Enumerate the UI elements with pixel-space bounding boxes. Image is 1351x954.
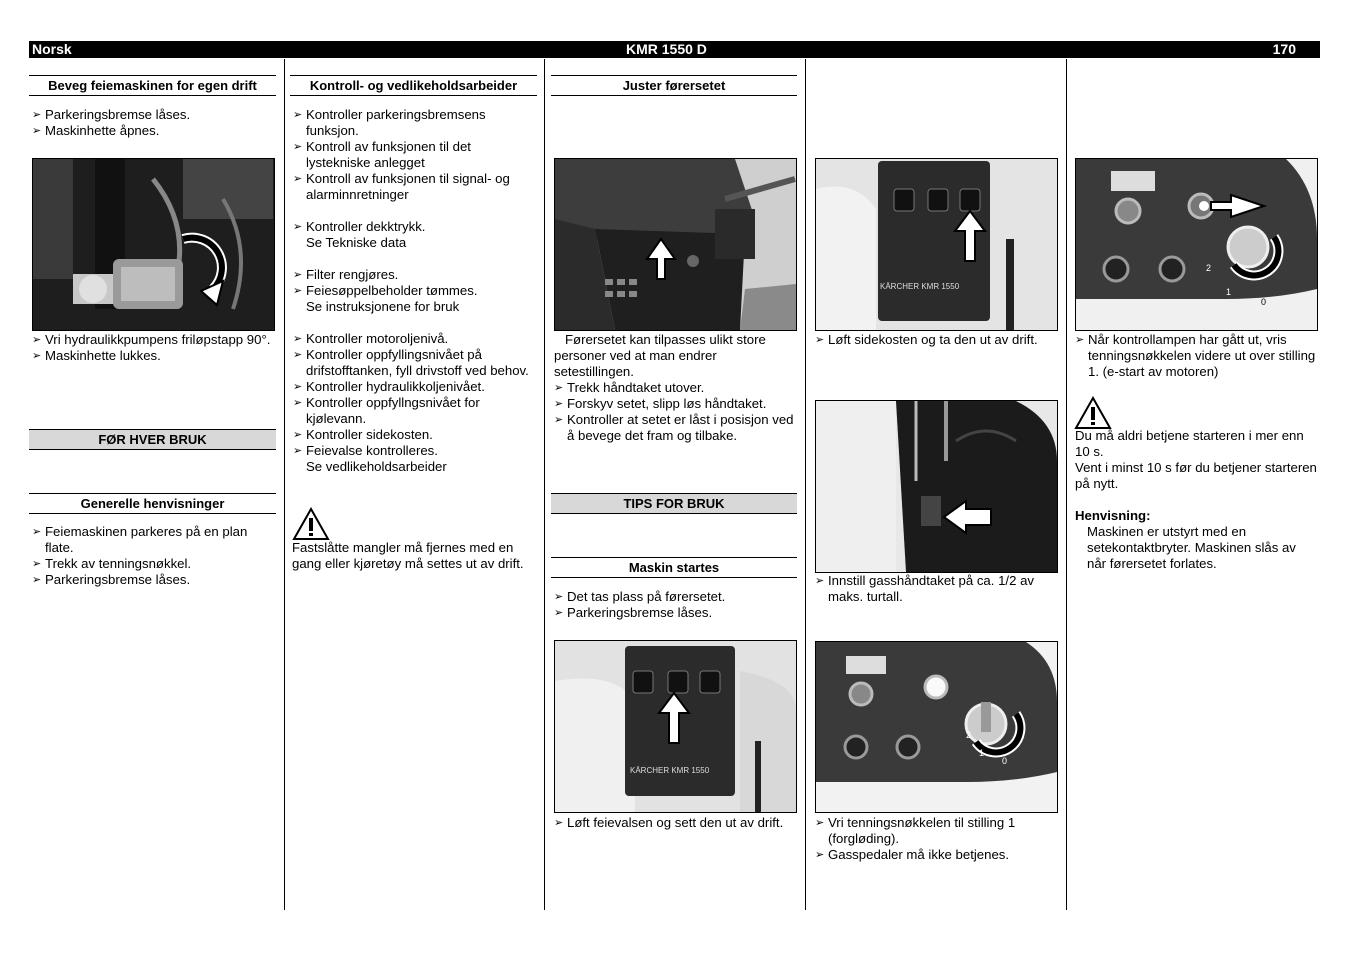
header-model: KMR 1550 D (626, 41, 707, 57)
list-item: ➢ Vri tenningsnøkkelen til stilling 1 (forgløding). (815, 815, 1016, 846)
panel-brand-label: KÄRCHER KMR 1550 (630, 766, 710, 775)
list-maintenance (293, 107, 538, 475)
list-item: ➢ Kontroll av funksjonen til signal- og alarminnretninger (293, 171, 510, 202)
list-item: ➢ Maskinhette lukkes. (32, 348, 161, 363)
photo-switch-panel-sidebrush (815, 158, 1058, 331)
key-position-2-label: 2 (966, 730, 972, 740)
list-general (32, 524, 276, 588)
section-tips-for-use: TIPS FOR BRUK (551, 493, 797, 514)
list-item: ➢ Innstill gasshåndtaket på ca. 1/2 av maks. turtall. (815, 573, 1035, 604)
list-item: ➢ Det tas plass på førersetet. (554, 589, 726, 604)
list-item: ➢ Feiesøppelbeholder tømmes. Se instruksjonene for bruk (293, 283, 478, 314)
section-before-each-use: FØR HVER BRUK (29, 429, 276, 450)
column-divider (1066, 59, 1067, 910)
list-item: ➢ Feiemaskinen parkeres på en plan flate. (32, 524, 248, 555)
column-divider (284, 59, 285, 910)
note-title: Henvisning: (1075, 508, 1151, 523)
list-prepare-move (32, 107, 276, 139)
list-start (554, 589, 797, 621)
warning-text: Fastslåtte mangler må fjernes med en gang eller kjøretøy må settes ut av drift. (292, 540, 524, 571)
list-item: ➢ Feievalse kontrolleres. Se vedlikeholdsarbeider (293, 443, 447, 474)
list-item: ➢ Trekk håndtaket utover. (554, 380, 705, 395)
list-start-engine (1075, 332, 1318, 380)
key-position-1-label: 1 (979, 748, 985, 758)
list-item: ➢ Kontroll av funksjonen til det lystekniske anlegget (293, 139, 471, 170)
photo-hydraulic-pump (32, 158, 275, 331)
seat-intro-text: Førersetet kan tilpasses ulikt store personer ved at man endrer setestillingen. (554, 332, 766, 379)
list-hydraulic (32, 332, 276, 364)
list-item: ➢ Maskinhette åpnes. (32, 123, 160, 138)
list-sidebrush (815, 332, 1058, 348)
list-item: ➢ Kontroller parkeringsbremsens funksjon. (293, 107, 486, 138)
list-item: ➢ Kontroller oppfyllngsnivået for kjølevann. (293, 395, 480, 426)
list-item: ➢ Parkeringsbremse låses. (32, 107, 191, 122)
list-item: ➢ Løft sidekosten og ta den ut av drift. (815, 332, 1038, 347)
list-item: ➢ Kontroller hydraulikkoljenivået. (293, 379, 485, 394)
list-item: ➢ Parkeringsbremse låses. (32, 572, 191, 587)
list-item: ➢ Kontroller motoroljenivå. (293, 331, 449, 346)
starter-warning-text-1: Du må aldri betjene starteren i mer enn 10 s. (1075, 428, 1304, 459)
column-divider (805, 59, 806, 910)
list-roller (554, 815, 797, 831)
key-position-0-label: 0 (1002, 756, 1008, 766)
column-divider (544, 59, 545, 910)
photo-ignition-preheat (815, 641, 1058, 813)
list-throttle (815, 573, 1058, 605)
list-item: ➢ Forskyv setet, slipp løs håndtaket. (554, 396, 767, 411)
list-item: ➢ Løft feievalsen og sett den ut av drift. (554, 815, 784, 830)
list-item: ➢ Parkeringsbremse låses. (554, 605, 713, 620)
key-position-1-label: 1 (1226, 287, 1232, 297)
list-item: ➢ Filter rengjøres. (293, 267, 399, 282)
note-text: Maskinen er utstyrt med en setekontaktbryter. Maskinen slås av når førersetet forlates. (1087, 524, 1296, 571)
list-item: ➢ Kontroller oppfyllingsnivået på drifstofftanken, fyll drivstoff ved behov. (293, 347, 529, 378)
header-language: Norsk (32, 41, 72, 57)
header-page-number: 170 (1272, 41, 1296, 57)
section-title-start-machine: Maskin startes (551, 557, 797, 578)
list-seat (554, 380, 797, 444)
starter-warning-text-2: Vent i minst 10 s før du betjener starteren på nytt. (1075, 460, 1317, 491)
photo-seat-adjust (554, 158, 797, 331)
section-title-adjust-seat: Juster førersetet (551, 75, 797, 96)
page-header-bar (29, 41, 1320, 58)
list-item: ➢ Trekk av tenningsnøkkel. (32, 556, 192, 571)
key-position-0-label: 0 (1261, 297, 1267, 307)
list-item: ➢ Kontroller at setet er låst i posisjon ved å bevege det fram og tilbake. (554, 412, 794, 443)
list-item: ➢ Når kontrollampen har gått ut, vris tenningsnøkkelen videre ut over stilling 1. (e-start av motoren) (1075, 332, 1316, 379)
photo-switch-panel-roller (554, 640, 797, 813)
list-item: ➢ Kontroller dekktrykk. Se Tekniske data (293, 219, 426, 250)
list-item: ➢ Kontroller sidekosten. (293, 427, 433, 442)
photo-throttle-lever (815, 400, 1058, 573)
key-position-2-label: 2 (1206, 263, 1212, 273)
list-item: ➢ Gasspedaler må ikke betjenes. (815, 847, 1010, 862)
photo-ignition-start (1075, 158, 1318, 331)
section-title-move-machine: Beveg feiemaskinen for egen drift (29, 75, 276, 96)
section-title-maintenance: Kontroll- og vedlikeholdsarbeider (290, 75, 537, 96)
panel-brand-label: KÄRCHER KMR 1550 (880, 282, 960, 291)
list-ignition (815, 815, 1058, 863)
section-title-general: Generelle henvisninger (29, 493, 276, 514)
list-item: ➢ Vri hydraulikkpumpens friløpstapp 90°. (32, 332, 271, 347)
